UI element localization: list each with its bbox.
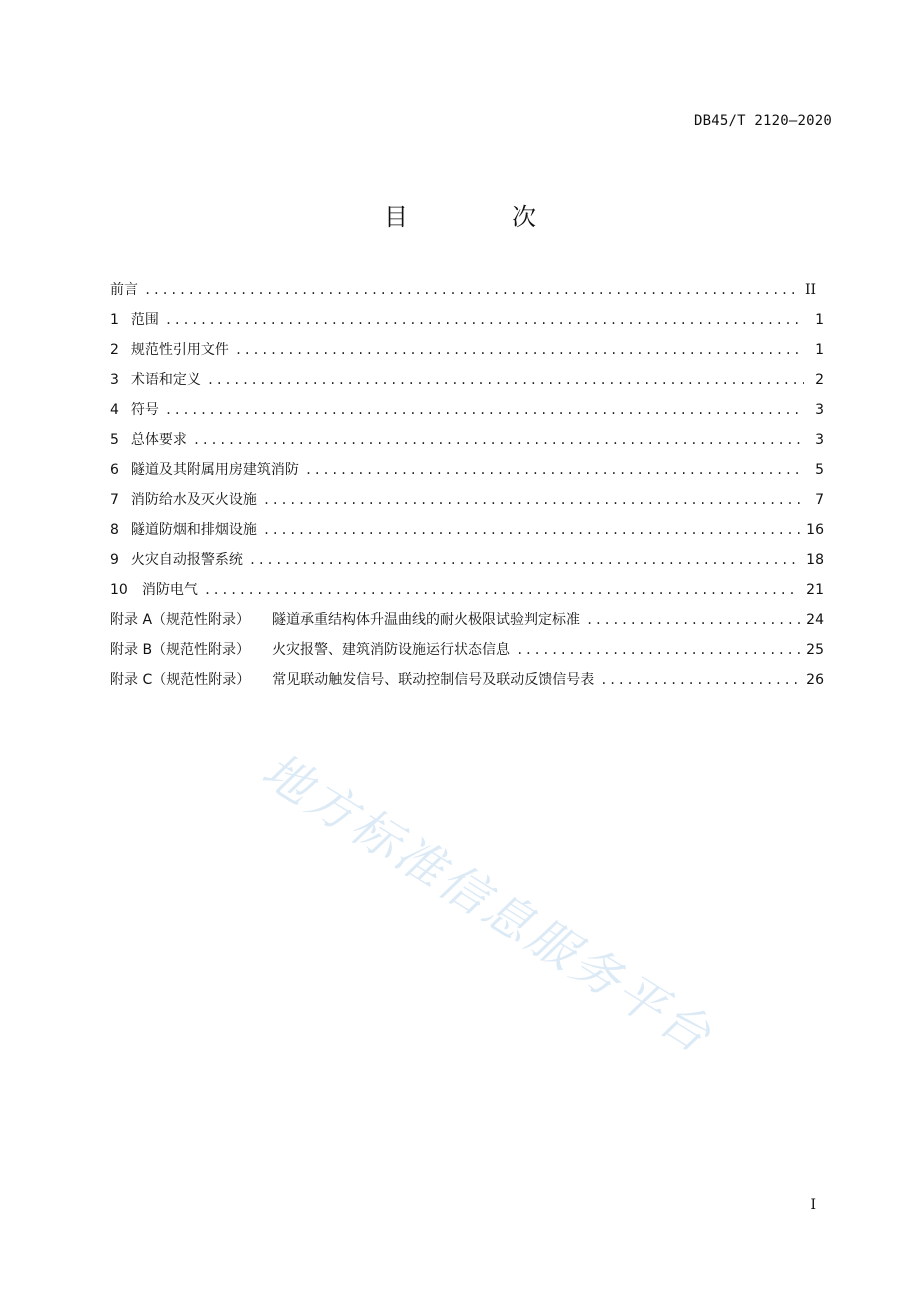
- table-of-contents: [110, 278, 824, 698]
- toc-entry-label: 火灾自动报警系统: [130, 552, 243, 568]
- toc-entry-page: 2: [815, 372, 824, 388]
- toc-entry-number: 6: [110, 462, 119, 478]
- toc-entry-4[interactable]: [110, 398, 824, 428]
- toc-entry-page: 7: [815, 492, 824, 508]
- toc-entry-page: 16: [806, 522, 824, 538]
- toc-appendix-prefix: 附录 A（规范性附录）: [110, 612, 251, 628]
- toc-entry-page: 18: [806, 552, 824, 568]
- toc-entry-number: 9: [110, 552, 119, 568]
- toc-dot-leader: [516, 638, 800, 662]
- toc-dot-leader: [305, 458, 804, 482]
- toc-dot-leader: [600, 668, 800, 692]
- toc-entry-foreword[interactable]: [110, 278, 824, 308]
- toc-entry-page: 3: [815, 402, 824, 418]
- toc-entry-number: 7: [110, 492, 119, 508]
- toc-entry-page: 5: [815, 462, 824, 478]
- toc-appendix-prefix: 附录 C（规范性附录）: [110, 672, 251, 688]
- toc-dot-leader: [249, 548, 800, 572]
- toc-entry-label: 符号: [130, 402, 159, 418]
- watermark: 地方标准信息服务平台: [252, 742, 723, 1066]
- toc-dot-leader: [144, 278, 796, 302]
- toc-entry-number: 3: [110, 372, 119, 388]
- toc-dot-leader: [165, 308, 804, 332]
- toc-entry-label: 隧道及其附属用房建筑消防: [130, 462, 299, 478]
- toc-entry-page: 3: [815, 432, 824, 448]
- toc-entry-appendix-a[interactable]: [110, 608, 824, 638]
- toc-entry-page: 24: [806, 612, 824, 628]
- toc-appendix-prefix: 附录 B（规范性附录）: [110, 642, 251, 658]
- toc-entry-label: 前言: [110, 282, 138, 298]
- toc-entry-label: 规范性引用文件: [130, 342, 229, 358]
- toc-entry-2[interactable]: [110, 338, 824, 368]
- toc-entry-label: 术语和定义: [130, 372, 201, 388]
- page-number: I: [810, 1197, 816, 1213]
- toc-entry-appendix-b[interactable]: [110, 638, 824, 668]
- toc-entry-number: 8: [110, 522, 119, 538]
- toc-entry-number: 5: [110, 432, 119, 448]
- toc-entry-number: 4: [110, 402, 119, 418]
- toc-entry-3[interactable]: [110, 368, 824, 398]
- toc-entry-8[interactable]: [110, 518, 824, 548]
- toc-entry-5[interactable]: [110, 428, 824, 458]
- toc-dot-leader: [165, 398, 804, 422]
- toc-dot-leader: [263, 518, 800, 542]
- page-title: 目 次: [384, 203, 576, 231]
- toc-entry-label: 火灾报警、建筑消防设施运行状态信息: [272, 642, 511, 658]
- toc-entry-label: 常见联动触发信号、联动控制信号及联动反馈信号表: [272, 672, 595, 688]
- toc-dot-leader: [204, 578, 800, 602]
- toc-entry-page: II: [804, 282, 816, 298]
- toc-entry-label: 消防给水及灭火设施: [130, 492, 257, 508]
- toc-entry-label: 隧道防烟和排烟设施: [130, 522, 257, 538]
- toc-entry-label: 隧道承重结构体升温曲线的耐火极限试验判定标准: [272, 612, 581, 628]
- toc-entry-page: 1: [815, 342, 824, 358]
- toc-entry-label: 消防电气: [141, 582, 198, 598]
- document-code: DB45/T 2120—2020: [693, 113, 832, 129]
- toc-entry-label: 总体要求: [130, 432, 187, 448]
- toc-entry-appendix-c[interactable]: [110, 668, 824, 698]
- toc-dot-leader: [235, 338, 804, 362]
- toc-dot-leader: [207, 368, 804, 392]
- toc-entry-label: 范围: [130, 312, 159, 328]
- toc-entry-page: 21: [806, 582, 824, 598]
- toc-entry-page: 25: [806, 642, 824, 658]
- toc-entry-number: 1: [110, 312, 119, 328]
- toc-entry-6[interactable]: [110, 458, 824, 488]
- toc-entry-9[interactable]: [110, 548, 824, 578]
- toc-dot-leader: [586, 608, 800, 632]
- toc-entry-10[interactable]: [110, 578, 824, 608]
- toc-entry-7[interactable]: [110, 488, 824, 518]
- toc-entry-page: 1: [815, 312, 824, 328]
- toc-entry-1[interactable]: [110, 308, 824, 338]
- toc-dot-leader: [263, 488, 804, 512]
- toc-entry-number: 2: [110, 342, 119, 358]
- toc-entry-number: 10: [110, 582, 128, 598]
- toc-entry-page: 26: [806, 672, 824, 688]
- toc-dot-leader: [193, 428, 804, 452]
